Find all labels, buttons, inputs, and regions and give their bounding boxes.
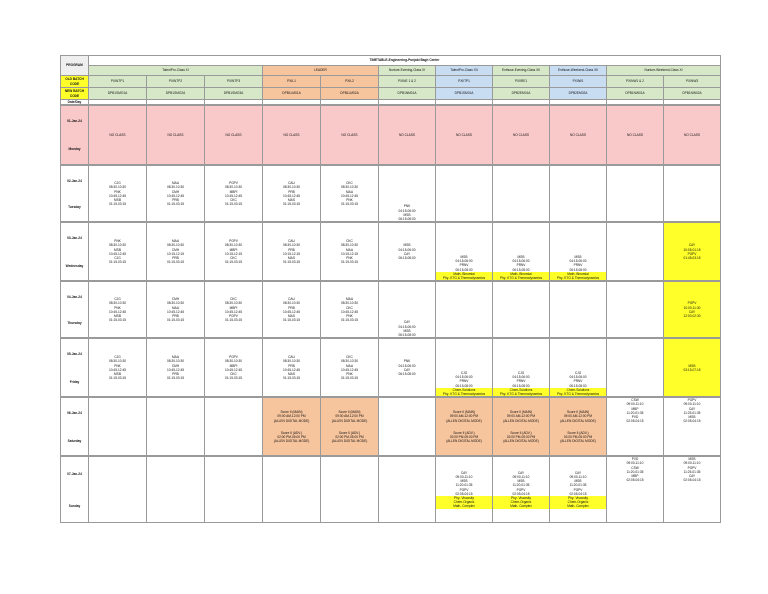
- score-test-cell: Score II (MAIN) 09:00 AM-12:00 PM (ALLEN DIGITAL MODE) Score II (ADV.) 02:00 PM-05:00 PM (ALLEN DIGITAL MODE): [436, 398, 493, 456]
- no-class-cell: NO CLASS: [436, 106, 493, 165]
- schedule-cell: CAU 08:30-10:30 PRB 10:45-12:45 MAS 01:15-03:15: [263, 166, 321, 222]
- old-batch-code: PXIIW1: [550, 76, 607, 88]
- day-label: [61, 166, 89, 222]
- date-label: 02-Jan-24: [67, 178, 82, 183]
- schedule-cell: MAA 08:30-10:30 CMH 10:45-12:45 PRB 01:15-03:15: [147, 166, 205, 222]
- no-class-cell: NO CLASS: [493, 106, 550, 165]
- schedule-cell: MSB 04:15-06:00 PRNV 06:15-08:00 Math- Binomial Phy- KTG & Thermodynamics: [436, 223, 493, 281]
- schedule-cell: CKC 08:30-10:30 MAA 10:45-12:45 PNK 01:15-03:15: [321, 339, 379, 397]
- score-adv-line: 02:00 PM-05:00 PM: [277, 434, 306, 439]
- weekday-label: Sunday: [68, 503, 81, 508]
- schedule-cell: CJG 08:30-10:30 PNK 10:45-12:45 MSB 01:15-03:15: [89, 339, 147, 397]
- score-adv-line: (ALLEN DIGITAL MODE): [503, 439, 539, 444]
- score-adv-block: [436, 431, 492, 444]
- schedule-cell: MAA 08:30-10:30 CMH 10:15-12:15 PRB 01:15-03:15: [147, 223, 205, 281]
- schedule-cell: PGPV 08:30-10:30 MBPI 10:15-12:15 CKC 01:15-03:15: [205, 223, 263, 281]
- new-batch-code: DPB1NM01A: [379, 88, 436, 100]
- program-label: PROGRAM: [61, 56, 89, 76]
- schedule-cell: MSB 09:00-11:10 PGPV 11:25-01:35 CAY 02:05-04:15: [664, 457, 721, 523]
- schedule-cell: PNK 04:15-06:00 CAY 06:15-08:00: [379, 339, 436, 397]
- date-label: 04-Jan-24: [67, 294, 82, 299]
- score-adv-line: (ALLEN DIGITAL MODE): [273, 439, 310, 444]
- group-header: Nurture-Evening-Class XI: [379, 66, 436, 76]
- no-class-cell: NO CLASS: [205, 106, 263, 165]
- schedule-cell: CJG 08:30-10:30 PNK 10:45-12:45 MSB 01:15-03:15: [89, 166, 147, 222]
- schedule-cell: CMH 08:30-10:30 MAA 10:45-12:45 PRB 01:15-03:15: [147, 282, 205, 338]
- schedule-cell: PNK 08:30-10:30 MSB 10:45-12:45 CJG 01:15-03:15: [89, 223, 147, 281]
- score-test-cell: Score II (MAIN) 09:00 AM-12:00 PM (ALLEN DIGITAL MODE) Score II (ADV.) 02:00 PM-05:00 PM (ALLEN DIGITAL MODE): [263, 398, 321, 456]
- schedule-cell: PGPV 08:30-10:30 MBPI 10:45-12:45 CKC 01:15-03:15: [205, 339, 263, 397]
- schedule-cell: MAA 08:30-10:30 CMH 10:45-12:45 PRB 01:15-03:15: [147, 339, 205, 397]
- schedule-cell: MAA 08:30-10:30 CKC 10:45-12:45 PNK 01:15-03:15: [321, 282, 379, 338]
- score-adv-line: (ALLEN DIGITAL MODE): [331, 439, 368, 444]
- old-batch-code: PXIL2: [321, 76, 379, 88]
- no-class-cell: NO CLASS: [89, 106, 147, 165]
- old-batch-code: PXIL1: [263, 76, 321, 88]
- no-class-cell: NO CLASS: [147, 106, 205, 165]
- schedule-cell: CJG 04:15-06:00 PRNV 06:15-08:00 Chem-Solutions Phy- KTG & Thermodynamics: [550, 339, 607, 397]
- no-class-cell: NO CLASS: [263, 106, 321, 165]
- new-batch-code: DPB1LM02A: [321, 88, 379, 100]
- group-header: Enthuse-Weekend-Class XII: [550, 66, 607, 76]
- weekday-label: Friday: [69, 379, 80, 384]
- date-label: 03-Jan-24: [67, 235, 82, 240]
- score-adv-block: [321, 431, 378, 444]
- schedule-cell: CAY 09:00-11:10 MSB 11:20-01:35 PGPV 02:05-04:15 Phy- Viscosity Chem-Organic Math- Complex: [493, 457, 550, 523]
- score-adv-line: 02:00 PM-05:00 PM: [506, 434, 536, 439]
- day-label: [61, 106, 89, 165]
- schedule-cell: CAU 08:30-10:30 PRB 10:45-12:45 MAS 01:15-03:15: [263, 282, 321, 338]
- date-day-label: Date/Day: [61, 100, 89, 105]
- schedule-cell: PGPV 10:00-11:30 CAY 12:00-02:30: [664, 282, 721, 338]
- date-label: 07-Jan-24: [67, 471, 82, 476]
- score-test-cell: Score II (MAIN) 09:00 AM-12:00 PM (ALLEN DIGITAL MODE) Score II (ADV.) 02:00 PM-05:00 PM (ALLEN DIGITAL MODE): [321, 398, 379, 456]
- date-label: 05-Jan-24: [67, 351, 82, 356]
- new-batch-code: DPB1NW01A: [607, 88, 664, 100]
- day-label: [61, 282, 89, 338]
- score-test-cell: Score II (MAIN) 09:00 AM-12:00 PM (ALLEN DIGITAL MODE) Score II (ADV.) 02:00 PM-05:00 PM (ALLEN DIGITAL MODE): [493, 398, 550, 456]
- score-adv-line: 02:00 PM-05:00 PM: [563, 434, 593, 439]
- new-batch-code: DPB1LM01A: [263, 88, 321, 100]
- schedule-cell: PGPV 09:00-11:10 CAY 11:25-01:35 MSB 02:05-04:15: [664, 398, 721, 456]
- schedule-cell: MSB 04:15-06:00 CAY 06:15-08:00: [379, 223, 436, 281]
- score-adv-line: Score II (ADV.): [567, 430, 589, 435]
- no-class-cell: NO CLASS: [379, 106, 436, 165]
- score-adv-line: (ALLEN DIGITAL MODE): [446, 439, 482, 444]
- score-adv-line: 02:00 PM-05:00 PM: [449, 434, 479, 439]
- schedule-cell: PVD 09:00-11:10 CSW 11:20-01:35 MBP 02:05-04:15: [607, 457, 664, 523]
- no-class-cell: NO CLASS: [664, 106, 721, 165]
- schedule-cell: CAY 04:15-06:00 MSB 06:15-08:00: [379, 282, 436, 338]
- day-label: [61, 398, 89, 456]
- score-adv-block: [263, 431, 320, 444]
- new-batch-code: DPB1SMO3A: [205, 88, 263, 100]
- group-header: Nurture-Weekend-Class XI: [607, 66, 721, 76]
- schedule-cell: CAU 08:30-10:30 PRB 10:15-12:15 MAS 01:15-03:15: [263, 223, 321, 281]
- group-header: LEADER: [263, 66, 379, 76]
- score-adv-block: [493, 431, 549, 444]
- new-batch-code: DPB2EM02A: [550, 88, 607, 100]
- day-label: [61, 457, 89, 523]
- old-batch-code: PXINTP2: [147, 76, 205, 88]
- new-batch-code: DPB1SMO2A: [147, 88, 205, 100]
- old-batch-code: PXINTP3: [205, 76, 263, 88]
- schedule-cell: PNK 04:15-06:00 MSB 06:15-08:00: [379, 166, 436, 222]
- weekday-label: Thursday: [67, 320, 82, 325]
- schedule-cell: CJG 08:30-10:30 PNK 10:45-12:45 MSB 01:15-03:15: [89, 282, 147, 338]
- date-label: 06-Jan-24: [67, 410, 82, 415]
- schedule-cell: CKC 08:30-10:30 MAA 10:15-12:15 PNK 01:15-03:15: [321, 223, 379, 281]
- schedule-cell: CJG 04:15-06:00 PRNV 06:15-08:00 Chem-Solutions Phy- KTG & Thermodynamics: [493, 339, 550, 397]
- old-batch-code: PXIITP1: [436, 76, 493, 88]
- date-label: 01-Jan-24: [67, 119, 82, 123]
- schedule-cell: CAY 10:05-01:15 PGPV 01:45-03:15: [664, 223, 721, 281]
- weekday-label: Saturday: [67, 438, 82, 443]
- score-adv-line: Score II (ADV.): [510, 430, 532, 435]
- no-class-cell: NO CLASS: [321, 106, 379, 165]
- schedule-cell: CAY 09:00-11:10 MSB 11:20-01:35 PGPV 02:05-04:15 Phy- Viscosity Chem-Organic Math- Complex: [436, 457, 493, 523]
- score-adv-block: [550, 431, 606, 444]
- weekday-label: Wednesday: [65, 263, 84, 268]
- new-batch-code: DPB1SMO1A: [89, 88, 147, 100]
- schedule-cell: CJG 04:15-06:00 PRNV 06:15-08:00 Chem-Solutions Phy- KTG & Thermodynamics: [436, 339, 493, 397]
- no-class-cell: NO CLASS: [550, 106, 607, 165]
- schedule-cell: CSW 09:00-11:10 MBP 11:20-01:35 PVD 02:05-04:15: [607, 398, 664, 456]
- schedule-cell: MSB 04:15-06:00 PRNV 06:15-08:00 Math- Binomial Phy- KTG & Thermodynamics: [493, 223, 550, 281]
- schedule-cell: MSB 04:15-06:00 PRNV 06:15-08:00 Math- Binomial Phy- KTG & Thermodynamics: [550, 223, 607, 281]
- old-batch-label: OLD BATCH CODE: [61, 76, 89, 88]
- old-batch-code: PXINTP1: [89, 76, 147, 88]
- old-batch-code: PXINE 1 & 2: [379, 76, 436, 88]
- group-header: TalentPro-Class XII: [436, 66, 493, 76]
- timetable-grid: [60, 55, 721, 523]
- schedule-cell: CAY 09:00-11:10 MSB 11:20-01:35 PGPV 02:05-04:15 Phy- Viscosity Chem-Organic Math- Complex: [550, 457, 607, 523]
- day-label: [61, 339, 89, 397]
- page-title: TIMETABLE-Engineering-Punjabi Bagh Center: [89, 56, 721, 66]
- schedule-cell: CKC 08:30-10:30 MBPI 10:45-12:45 PGPV 01:15-03:15: [205, 282, 263, 338]
- schedule-cell: PGPV 08:30-10:30 MBPI 10:45-12:45 CKC 01:15-03:15: [205, 166, 263, 222]
- schedule-cell: CAU 08:30-10:30 PRB 10:45-12:45 MAS 01:15-03:15: [263, 339, 321, 397]
- new-batch-label: NEW BATCH CODE: [61, 88, 89, 100]
- old-batch-code: PXINW3: [664, 76, 721, 88]
- group-header: Enthuse-Evening-Class XII: [493, 66, 550, 76]
- score-test-cell: Score II (MAIN) 09:00 AM-12:00 PM (ALLEN DIGITAL MODE) Score II (ADV.) 02:00 PM-05:00 PM (ALLEN DIGITAL MODE): [550, 398, 607, 456]
- score-adv-line: Score II (ADV.): [338, 430, 361, 435]
- new-batch-code: DPB2EM01A: [493, 88, 550, 100]
- score-adv-line: Score II (ADV.): [280, 430, 303, 435]
- schedule-cell: MSB 03:15-07:15: [664, 339, 721, 397]
- old-batch-code: PXINW1 & 2: [607, 76, 664, 88]
- schedule-cell: CKC 08:30-10:30 MAA 10:45-12:45 PNK 01:15-03:15: [321, 166, 379, 222]
- new-batch-code: DPB1NW02A: [664, 88, 721, 100]
- score-adv-line: 02:00 PM-05:00 PM: [335, 434, 364, 439]
- group-header: TalentPro-Class XI: [89, 66, 263, 76]
- new-batch-code: DPB1SM01A: [436, 88, 493, 100]
- score-adv-line: (ALLEN DIGITAL MODE): [560, 439, 596, 444]
- weekday-label: Tuesday: [68, 204, 81, 209]
- weekday-label: Monday: [68, 147, 81, 152]
- day-label: [61, 223, 89, 281]
- score-adv-line: Score II (ADV.): [453, 430, 475, 435]
- old-batch-code: PXIIRE1: [493, 76, 550, 88]
- no-class-cell: NO CLASS: [607, 106, 664, 165]
